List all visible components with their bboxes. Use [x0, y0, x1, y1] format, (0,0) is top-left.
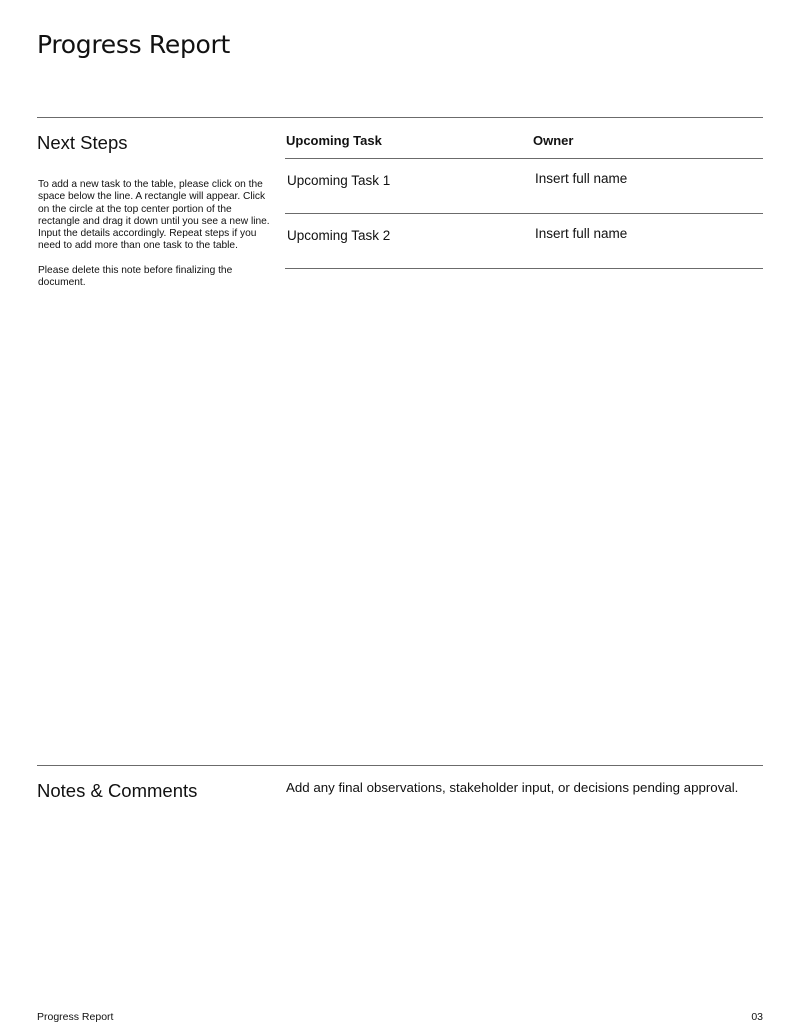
column-header-owner[interactable]: Owner	[533, 133, 574, 148]
notes-text[interactable]: Add any final observations, stakeholder input, or decisions pending approval.	[286, 780, 739, 795]
column-header-upcoming-task[interactable]: Upcoming Task	[286, 133, 382, 148]
task-cell[interactable]: Upcoming Task 1	[287, 173, 391, 188]
page-number: 03	[751, 1011, 763, 1023]
task-cell[interactable]: Upcoming Task 2	[287, 228, 391, 243]
instructions-delete-note[interactable]: Please delete this note before finalizing the document.	[38, 264, 233, 289]
section-divider-notes	[37, 765, 763, 766]
table-header-row	[285, 118, 763, 159]
next-steps-heading[interactable]: Next Steps	[37, 132, 128, 153]
table-row	[285, 214, 763, 269]
footer-title: Progress Report	[37, 1011, 114, 1023]
instructions-paragraph[interactable]: To add a new task to the table, please click on the space below the line. A rectangle will appear. Click on the circle at the top center portion of the rectangle and drag it down until you see a new line. Input the details accordingly. Repeat steps if you need to add more than one task to the table.	[38, 179, 270, 252]
page-title[interactable]: Progress Report	[37, 30, 231, 59]
owner-cell[interactable]: Insert full name	[535, 226, 628, 241]
notes-heading[interactable]: Notes & Comments	[37, 780, 198, 801]
owner-cell[interactable]: Insert full name	[535, 171, 628, 186]
instructions-note[interactable]	[38, 179, 270, 301]
upcoming-tasks-table	[285, 118, 763, 269]
table-row	[285, 159, 763, 214]
